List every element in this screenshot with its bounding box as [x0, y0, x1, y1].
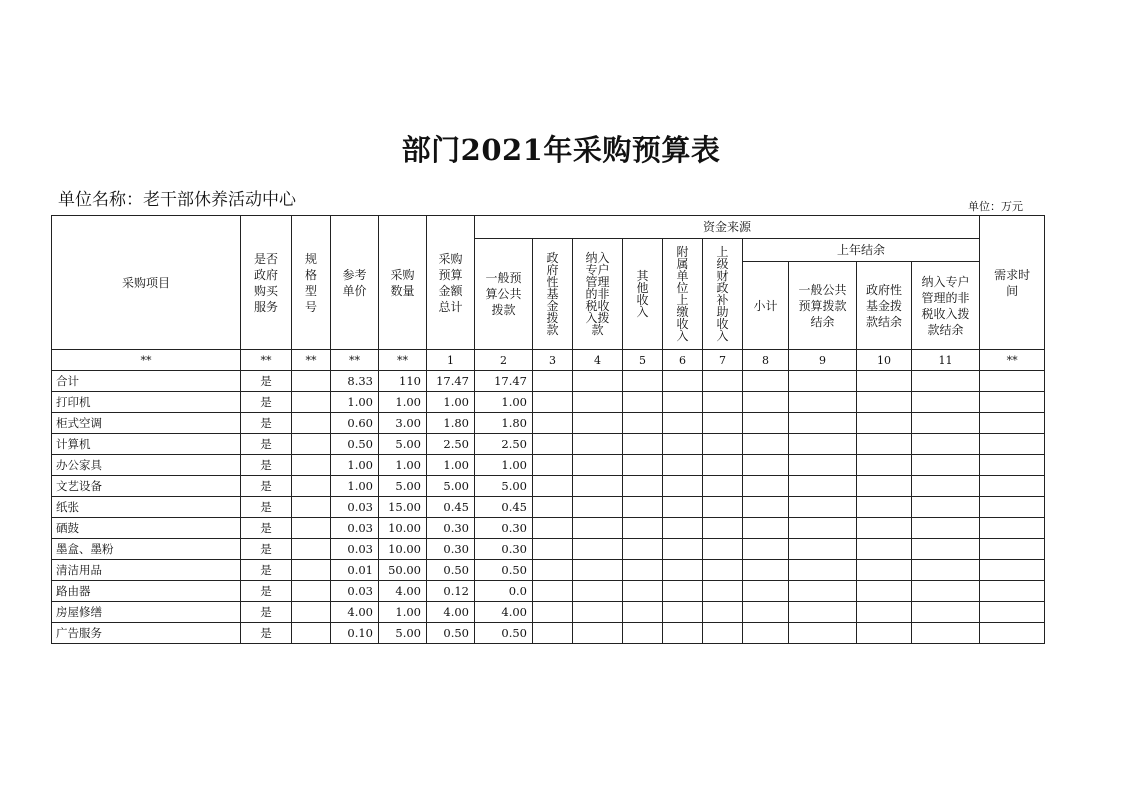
header-other-income: 其 他 收 入: [623, 239, 663, 350]
empty-cell: [857, 623, 912, 644]
header-qty: 采购 数量: [379, 216, 427, 350]
spec-cell: [292, 539, 331, 560]
empty-cell: [789, 560, 857, 581]
ref-price-cell: 0.03: [331, 581, 379, 602]
total-cell: 0.30: [427, 539, 475, 560]
empty-cell: [573, 560, 623, 581]
empty-cell: [857, 371, 912, 392]
total-cell: 1.00: [427, 455, 475, 476]
empty-cell: [623, 602, 663, 623]
table-row: [52, 539, 1045, 560]
empty-cell: [703, 392, 743, 413]
table-row: [52, 392, 1045, 413]
table-row: [52, 623, 1045, 644]
column-number-cell: 7: [703, 350, 743, 371]
empty-cell: [703, 434, 743, 455]
ref-price-cell: 4.00: [331, 602, 379, 623]
column-number-cell: 5: [623, 350, 663, 371]
spec-cell: [292, 392, 331, 413]
column-number-cell: **: [292, 350, 331, 371]
empty-cell: [912, 476, 980, 497]
empty-cell: [533, 518, 573, 539]
empty-cell: [703, 539, 743, 560]
empty-cell: [533, 413, 573, 434]
empty-cell: [857, 518, 912, 539]
empty-cell: [533, 455, 573, 476]
empty-cell: [743, 392, 789, 413]
empty-cell: [743, 434, 789, 455]
qty-cell: 10.00: [379, 539, 427, 560]
column-number-row: [52, 350, 1045, 371]
total-cell: 0.12: [427, 581, 475, 602]
empty-cell: [789, 539, 857, 560]
item-name-cell: 办公家具: [52, 455, 241, 476]
empty-cell: [533, 539, 573, 560]
empty-cell: [980, 371, 1045, 392]
empty-cell: [703, 413, 743, 434]
empty-cell: [980, 497, 1045, 518]
gov-service-cell: 是: [241, 476, 292, 497]
total-cell: 0.30: [427, 518, 475, 539]
empty-cell: [533, 371, 573, 392]
empty-cell: [573, 623, 623, 644]
empty-cell: [857, 560, 912, 581]
header-prev-general: 一般公共 预算拨款 结余: [789, 262, 857, 350]
empty-cell: [743, 602, 789, 623]
column-number-cell: 3: [533, 350, 573, 371]
page-title: 部门2021年采购预算表: [401, 133, 721, 167]
item-name-cell: 硒鼓: [52, 518, 241, 539]
qty-cell: 15.00: [379, 497, 427, 518]
total-cell: 0.50: [427, 560, 475, 581]
empty-cell: [533, 392, 573, 413]
item-name-cell: 墨盒、墨粉: [52, 539, 241, 560]
empty-cell: [623, 497, 663, 518]
empty-cell: [980, 392, 1045, 413]
empty-cell: [623, 434, 663, 455]
empty-cell: [912, 497, 980, 518]
empty-cell: [912, 602, 980, 623]
empty-cell: [789, 581, 857, 602]
general-public-cell: 0.50: [475, 560, 533, 581]
gov-service-cell: 是: [241, 602, 292, 623]
spec-cell: [292, 602, 331, 623]
empty-cell: [743, 560, 789, 581]
empty-cell: [533, 560, 573, 581]
qty-cell: 1.00: [379, 602, 427, 623]
unit-name: 单位名称：老干部休养活动中心: [58, 190, 296, 210]
gov-service-cell: 是: [241, 455, 292, 476]
header-prev-special: 纳入专户 管理的非 税收入拨 款结余: [912, 262, 980, 350]
item-name-cell: 路由器: [52, 581, 241, 602]
empty-cell: [980, 413, 1045, 434]
empty-cell: [789, 371, 857, 392]
table-row: [52, 455, 1045, 476]
empty-cell: [663, 413, 703, 434]
empty-cell: [743, 539, 789, 560]
empty-cell: [663, 455, 703, 476]
empty-cell: [573, 581, 623, 602]
ref-price-cell: 0.60: [331, 413, 379, 434]
empty-cell: [789, 602, 857, 623]
empty-cell: [980, 623, 1045, 644]
empty-cell: [573, 434, 623, 455]
empty-cell: [663, 518, 703, 539]
empty-cell: [789, 455, 857, 476]
item-name-cell: 广告服务: [52, 623, 241, 644]
ref-price-cell: 0.50: [331, 434, 379, 455]
empty-cell: [663, 371, 703, 392]
column-number-cell: 10: [857, 350, 912, 371]
spec-cell: [292, 455, 331, 476]
general-public-cell: 17.47: [475, 371, 533, 392]
empty-cell: [789, 476, 857, 497]
empty-cell: [743, 476, 789, 497]
general-public-cell: 5.00: [475, 476, 533, 497]
empty-cell: [912, 413, 980, 434]
empty-cell: [573, 602, 623, 623]
empty-cell: [912, 539, 980, 560]
ref-price-cell: 1.00: [331, 476, 379, 497]
empty-cell: [573, 455, 623, 476]
empty-cell: [857, 434, 912, 455]
item-name-cell: 纸张: [52, 497, 241, 518]
qty-cell: 50.00: [379, 560, 427, 581]
qty-cell: 5.00: [379, 434, 427, 455]
empty-cell: [789, 434, 857, 455]
gov-service-cell: 是: [241, 518, 292, 539]
ref-price-cell: 0.03: [331, 497, 379, 518]
column-number-cell: **: [379, 350, 427, 371]
total-cell: 0.45: [427, 497, 475, 518]
empty-cell: [789, 497, 857, 518]
empty-cell: [703, 581, 743, 602]
header-general-public: 一般预 算公共 拨款: [475, 239, 533, 350]
item-name-cell: 房屋修缮: [52, 602, 241, 623]
empty-cell: [533, 476, 573, 497]
gov-service-cell: 是: [241, 371, 292, 392]
empty-cell: [789, 518, 857, 539]
empty-cell: [857, 497, 912, 518]
header-gov-service: 是否 政府 购买 服务: [241, 216, 292, 350]
spec-cell: [292, 371, 331, 392]
empty-cell: [663, 497, 703, 518]
empty-cell: [912, 518, 980, 539]
table-row: [52, 560, 1045, 581]
table-row: [52, 476, 1045, 497]
empty-cell: [743, 623, 789, 644]
item-name-cell: 文艺设备: [52, 476, 241, 497]
header-prev-balance: 上年结余: [743, 239, 980, 262]
total-cell: 1.80: [427, 413, 475, 434]
column-number-cell: 11: [912, 350, 980, 371]
spec-cell: [292, 413, 331, 434]
qty-cell: 5.00: [379, 623, 427, 644]
empty-cell: [533, 497, 573, 518]
table-row: [52, 518, 1045, 539]
empty-cell: [623, 560, 663, 581]
empty-cell: [743, 581, 789, 602]
header-item: 采购项目: [52, 216, 241, 350]
empty-cell: [623, 455, 663, 476]
total-cell: 17.47: [427, 371, 475, 392]
column-number-cell: **: [331, 350, 379, 371]
empty-cell: [857, 413, 912, 434]
gov-service-cell: 是: [241, 392, 292, 413]
spec-cell: [292, 623, 331, 644]
empty-cell: [857, 539, 912, 560]
qty-cell: 3.00: [379, 413, 427, 434]
general-public-cell: 0.45: [475, 497, 533, 518]
empty-cell: [743, 371, 789, 392]
gov-service-cell: 是: [241, 581, 292, 602]
empty-cell: [980, 518, 1045, 539]
empty-cell: [533, 602, 573, 623]
gov-service-cell: 是: [241, 497, 292, 518]
spec-cell: [292, 560, 331, 581]
total-cell: 5.00: [427, 476, 475, 497]
ref-price-cell: 1.00: [331, 455, 379, 476]
gov-service-cell: 是: [241, 539, 292, 560]
qty-cell: 110: [379, 371, 427, 392]
header-special-nontax: 纳入 专户 管理 的非 税收 入拨 款: [573, 239, 623, 350]
empty-cell: [912, 371, 980, 392]
table-row: [52, 413, 1045, 434]
empty-cell: [857, 392, 912, 413]
gov-service-cell: 是: [241, 560, 292, 581]
header-affiliate: 附 属 单 位 上 缴 收 入: [663, 239, 703, 350]
table-row: [52, 497, 1045, 518]
item-name-cell: 合计: [52, 371, 241, 392]
empty-cell: [533, 434, 573, 455]
column-number-cell: 9: [789, 350, 857, 371]
empty-cell: [663, 602, 703, 623]
column-number-cell: 2: [475, 350, 533, 371]
total-cell: 4.00: [427, 602, 475, 623]
empty-cell: [703, 371, 743, 392]
empty-cell: [663, 581, 703, 602]
empty-cell: [623, 413, 663, 434]
general-public-cell: 1.00: [475, 455, 533, 476]
header-funding: 资金来源: [475, 216, 980, 239]
empty-cell: [743, 497, 789, 518]
unit-label: 单位：万元: [968, 200, 1023, 213]
empty-cell: [980, 560, 1045, 581]
total-cell: 2.50: [427, 434, 475, 455]
empty-cell: [857, 476, 912, 497]
header-subtotal: 小计: [743, 262, 789, 350]
item-name-cell: 计算机: [52, 434, 241, 455]
empty-cell: [533, 581, 573, 602]
empty-cell: [573, 413, 623, 434]
empty-cell: [912, 455, 980, 476]
ref-price-cell: 0.10: [331, 623, 379, 644]
header-gov-fund: 政 府 性 基 金 拨 款: [533, 239, 573, 350]
gov-service-cell: 是: [241, 623, 292, 644]
empty-cell: [533, 623, 573, 644]
empty-cell: [663, 539, 703, 560]
column-number-cell: **: [241, 350, 292, 371]
empty-cell: [703, 623, 743, 644]
table-row: [52, 434, 1045, 455]
general-public-cell: 0.30: [475, 518, 533, 539]
ref-price-cell: 8.33: [331, 371, 379, 392]
empty-cell: [573, 518, 623, 539]
total-cell: 0.50: [427, 623, 475, 644]
spec-cell: [292, 497, 331, 518]
empty-cell: [912, 623, 980, 644]
qty-cell: 1.00: [379, 455, 427, 476]
empty-cell: [980, 602, 1045, 623]
general-public-cell: 0.50: [475, 623, 533, 644]
empty-cell: [980, 434, 1045, 455]
ref-price-cell: 0.03: [331, 518, 379, 539]
table-row: [52, 602, 1045, 623]
qty-cell: 10.00: [379, 518, 427, 539]
empty-cell: [912, 434, 980, 455]
empty-cell: [623, 539, 663, 560]
empty-cell: [573, 371, 623, 392]
gov-service-cell: 是: [241, 413, 292, 434]
empty-cell: [857, 455, 912, 476]
empty-cell: [623, 623, 663, 644]
column-number-cell: 1: [427, 350, 475, 371]
header-ref-price: 参考 单价: [331, 216, 379, 350]
empty-cell: [980, 539, 1045, 560]
general-public-cell: 1.80: [475, 413, 533, 434]
ref-price-cell: 0.01: [331, 560, 379, 581]
empty-cell: [573, 476, 623, 497]
table-row: [52, 371, 1045, 392]
column-number-cell: 8: [743, 350, 789, 371]
empty-cell: [703, 518, 743, 539]
empty-cell: [663, 392, 703, 413]
qty-cell: 4.00: [379, 581, 427, 602]
empty-cell: [663, 434, 703, 455]
column-number-cell: 6: [663, 350, 703, 371]
header-prev-gov-fund: 政府性 基金拨 款结余: [857, 262, 912, 350]
item-name-cell: 柜式空调: [52, 413, 241, 434]
spec-cell: [292, 581, 331, 602]
table-row: [52, 581, 1045, 602]
empty-cell: [573, 392, 623, 413]
header-demand-time: 需求时 间: [980, 216, 1045, 350]
empty-cell: [857, 581, 912, 602]
spec-cell: [292, 476, 331, 497]
gov-service-cell: 是: [241, 434, 292, 455]
general-public-cell: 4.00: [475, 602, 533, 623]
empty-cell: [703, 497, 743, 518]
item-name-cell: 清洁用品: [52, 560, 241, 581]
empty-cell: [703, 602, 743, 623]
empty-cell: [573, 497, 623, 518]
empty-cell: [980, 455, 1045, 476]
qty-cell: 1.00: [379, 392, 427, 413]
column-number-cell: 4: [573, 350, 623, 371]
header-spec: 规 格 型 号: [292, 216, 331, 350]
total-cell: 1.00: [427, 392, 475, 413]
general-public-cell: 2.50: [475, 434, 533, 455]
empty-cell: [703, 560, 743, 581]
empty-cell: [623, 581, 663, 602]
empty-cell: [912, 581, 980, 602]
empty-cell: [789, 623, 857, 644]
empty-cell: [703, 476, 743, 497]
empty-cell: [857, 602, 912, 623]
empty-cell: [743, 413, 789, 434]
empty-cell: [980, 476, 1045, 497]
empty-cell: [573, 539, 623, 560]
spec-cell: [292, 518, 331, 539]
empty-cell: [743, 518, 789, 539]
empty-cell: [623, 476, 663, 497]
header-total: 采购 预算 金额 总计: [427, 216, 475, 350]
general-public-cell: 1.00: [475, 392, 533, 413]
empty-cell: [663, 560, 703, 581]
empty-cell: [980, 581, 1045, 602]
general-public-cell: 0.0: [475, 581, 533, 602]
qty-cell: 5.00: [379, 476, 427, 497]
empty-cell: [789, 413, 857, 434]
empty-cell: [623, 518, 663, 539]
ref-price-cell: 0.03: [331, 539, 379, 560]
empty-cell: [663, 476, 703, 497]
header-superior: 上 级 财 政 补 助 收 入: [703, 239, 743, 350]
empty-cell: [663, 623, 703, 644]
spec-cell: [292, 434, 331, 455]
item-name-cell: 打印机: [52, 392, 241, 413]
procurement-table: [51, 215, 1045, 644]
general-public-cell: 0.30: [475, 539, 533, 560]
ref-price-cell: 1.00: [331, 392, 379, 413]
column-number-cell: **: [52, 350, 241, 371]
empty-cell: [703, 455, 743, 476]
column-number-cell: **: [980, 350, 1045, 371]
empty-cell: [623, 392, 663, 413]
empty-cell: [912, 560, 980, 581]
empty-cell: [789, 392, 857, 413]
empty-cell: [912, 392, 980, 413]
empty-cell: [743, 455, 789, 476]
empty-cell: [623, 371, 663, 392]
